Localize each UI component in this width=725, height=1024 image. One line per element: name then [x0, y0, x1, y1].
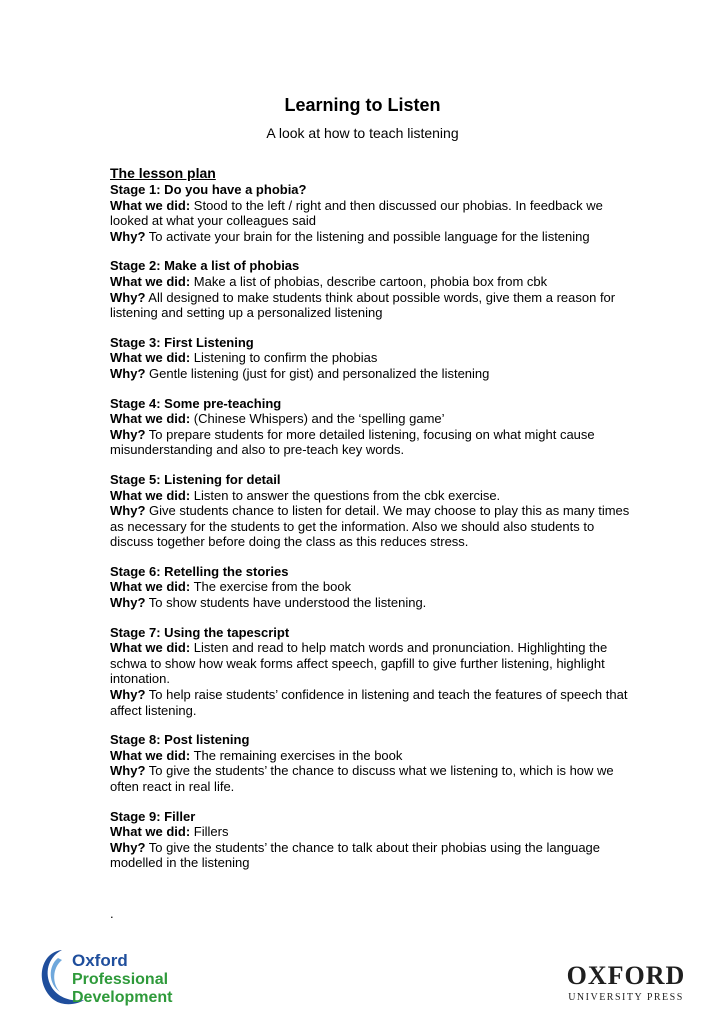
- why-text: To prepare students for more detailed listening, focusing on what might cause misunderstanding and also to pre-teach key words.: [110, 426, 595, 458]
- why-text: To show students have understood the listening.: [148, 595, 427, 611]
- stage-block: [110, 625, 630, 719]
- stage-block: [110, 732, 630, 794]
- why-label: Why?: [110, 839, 146, 855]
- what-we-did-line: [110, 824, 630, 840]
- what-label: What we did:: [110, 350, 191, 366]
- stage-block: [110, 258, 630, 320]
- what-we-did-line: [110, 488, 630, 504]
- lesson-plan: [110, 164, 630, 885]
- stage-title: Stage 8: Post listening: [110, 732, 250, 748]
- why-text: All designed to make students think about possible words, give them a reason for listening and setting up a personalized listening: [110, 289, 616, 321]
- what-label: What we did:: [110, 824, 191, 840]
- why-line: [110, 503, 630, 550]
- why-text: To help raise students’ confidence in listening and teach the features of speech that affect listening.: [110, 687, 628, 718]
- oxford-professional-development-logo: [32, 944, 192, 1008]
- why-text: Gentle listening (just for gist) and personalized the listening: [149, 365, 490, 381]
- what-text: Listening to confirm the phobias: [193, 350, 378, 366]
- why-label: Why?: [110, 503, 146, 519]
- what-label: What we did:: [110, 747, 191, 763]
- what-we-did-line: [110, 748, 630, 764]
- what-we-did-line: [110, 274, 630, 290]
- stage-block: [110, 335, 630, 382]
- what-text: Fillers: [193, 824, 229, 840]
- what-we-did-line: [110, 411, 630, 427]
- stage-title: Stage 6: Retelling the stories: [110, 563, 289, 579]
- trailing-mark: .: [110, 906, 114, 921]
- stage-title: Stage 5: Listening for detail: [110, 471, 281, 487]
- stage-title: Stage 9: Filler: [110, 808, 196, 824]
- what-we-did-line: [110, 350, 630, 366]
- why-line: [110, 840, 630, 871]
- why-text: To give the students’ the chance to discuss what we listening to, which is how we often react in real life.: [110, 763, 614, 794]
- why-text: Give students chance to listen for detail. We may choose to play this as many times as necessary for the students to get the information. Also we should also students to discuss together before doing the class as this reduces stress.: [110, 503, 630, 550]
- why-text: To give the students’ the chance to talk about their phobias using the language modelled in the listening: [110, 839, 601, 871]
- stage-block: [110, 396, 630, 458]
- stage-block: [110, 564, 630, 611]
- stage-block: [110, 472, 630, 550]
- stage-list: [110, 182, 630, 871]
- why-text: To activate your brain for the listening and possible language for the listening: [148, 228, 590, 244]
- why-line: [110, 290, 630, 321]
- page-subtitle: A look at how to teach listening: [266, 125, 459, 141]
- what-we-did-line: [110, 640, 630, 687]
- opd-line3: Development: [72, 989, 173, 1006]
- why-line: [110, 595, 630, 611]
- what-label: What we did:: [110, 197, 191, 213]
- what-label: What we did:: [110, 411, 191, 427]
- oxford-university-press-logo: [556, 962, 696, 1004]
- what-text: Make a list of phobias, describe cartoon, phobia box from cbk: [193, 273, 548, 289]
- page-title: Learning to Listen: [284, 95, 441, 115]
- why-label: Why?: [110, 228, 146, 244]
- why-label: Why?: [110, 763, 146, 779]
- what-label: What we did:: [110, 273, 191, 289]
- why-label: Why?: [110, 289, 146, 305]
- why-label: Why?: [110, 687, 146, 703]
- what-text: (Chinese Whispers) and the ‘spelling game’: [193, 411, 445, 427]
- why-line: [110, 229, 630, 245]
- what-text: Stood to the left / right and then discussed our phobias. In feedback we looked at what your colleagues said: [110, 197, 603, 229]
- why-line: [110, 427, 630, 458]
- why-line: [110, 366, 630, 382]
- oup-subline: UNIVERSITY PRESS: [568, 992, 684, 1003]
- what-we-did-line: [110, 579, 630, 595]
- stage-title: Stage 1: Do you have a phobia?: [110, 182, 307, 197]
- why-label: Why?: [110, 595, 146, 611]
- stage-title: Stage 2: Make a list of phobias: [110, 258, 300, 274]
- section-heading: The lesson plan: [110, 165, 216, 181]
- what-label: What we did:: [110, 579, 191, 595]
- what-text: The exercise from the book: [193, 579, 352, 595]
- why-line: [110, 763, 630, 794]
- stage-title: Stage 4: Some pre-teaching: [110, 395, 282, 411]
- what-text: The remaining exercises in the book: [193, 747, 403, 763]
- why-label: Why?: [110, 365, 146, 381]
- what-label: What we did:: [110, 487, 191, 503]
- stage-block: [110, 182, 630, 244]
- what-text: Listen and read to help match words and pronunciation. Highlighting the schwa to show how weak forms affect speech, gapfill to give further listening, highlight intonation.: [110, 640, 608, 687]
- stage-block: [110, 809, 630, 871]
- what-label: What we did:: [110, 640, 191, 656]
- opd-line2: Professional: [72, 971, 169, 988]
- why-label: Why?: [110, 426, 146, 442]
- oup-wordmark: OXFORD: [566, 961, 686, 990]
- what-text: Listen to answer the questions from the cbk exercise.: [193, 487, 501, 503]
- stage-title: Stage 3: First Listening: [110, 334, 254, 350]
- opd-line1: Oxford: [72, 951, 128, 970]
- what-we-did-line: [110, 198, 630, 229]
- why-line: [110, 687, 630, 718]
- stage-title: Stage 7: Using the tapescript: [110, 624, 290, 640]
